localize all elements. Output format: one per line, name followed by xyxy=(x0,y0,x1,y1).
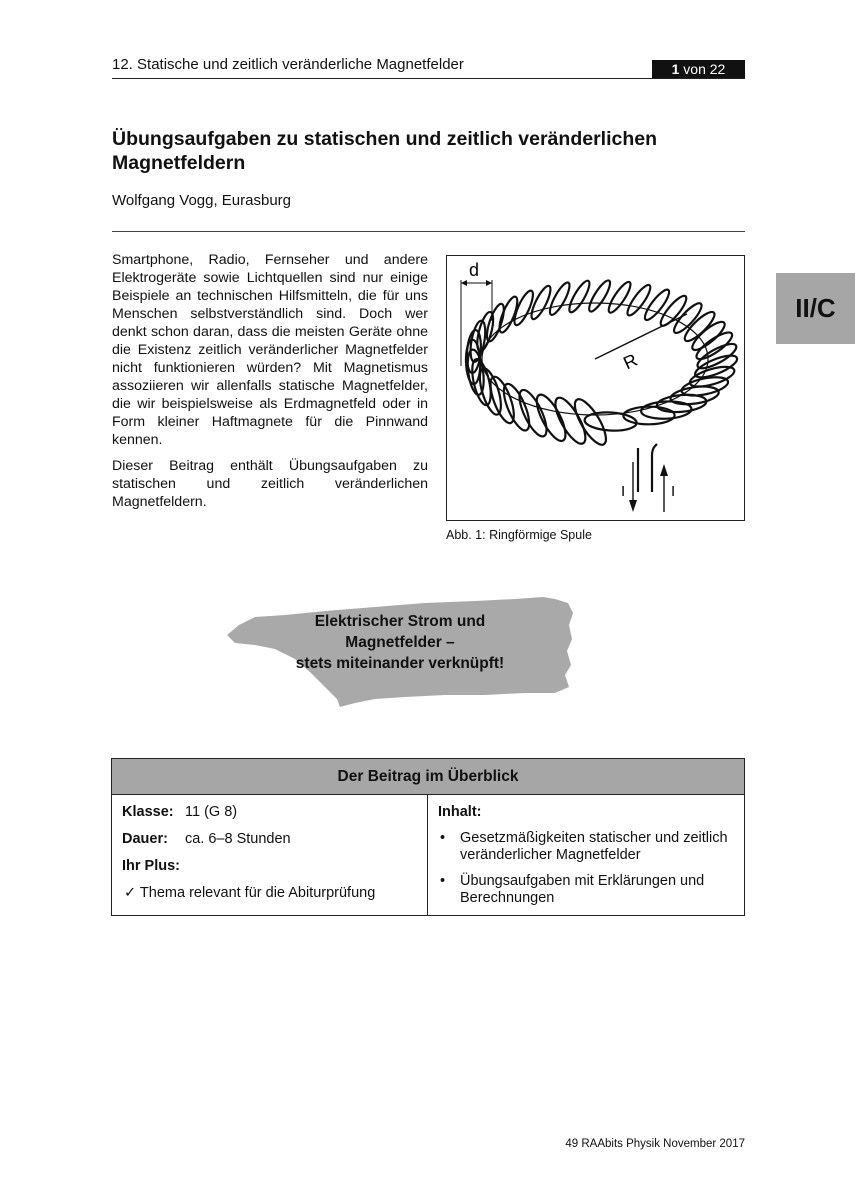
dauer-label: Dauer: xyxy=(122,831,168,847)
inhalt-item-2: • Übungsaufgaben mit Erklärungen und Berechnungen xyxy=(438,873,734,907)
toroid-coil-illustration xyxy=(447,256,744,520)
overview-right-column xyxy=(428,795,744,915)
arrowhead-d-right xyxy=(486,280,492,286)
coil-winding xyxy=(624,282,654,318)
plus-row xyxy=(122,857,417,875)
header-rule xyxy=(112,78,745,79)
coil-winding xyxy=(499,381,534,434)
plus-label: Ihr Plus: xyxy=(122,858,181,874)
page-total: von 22 xyxy=(679,61,726,77)
klasse-value: 11 (G 8) xyxy=(185,804,238,820)
arrowhead-d-left xyxy=(461,280,467,286)
dauer-row xyxy=(122,830,417,848)
coil-winding xyxy=(623,406,674,424)
klasse-row xyxy=(122,803,417,821)
author-line: Wolfgang Vogg, Eurasburg xyxy=(112,192,292,209)
section-tab: II/C xyxy=(776,273,855,344)
inhalt-label: Inhalt: xyxy=(438,804,482,820)
coil-winding xyxy=(641,400,692,419)
intro-paragraph-1: Smartphone, Radio, Fernseher und andere Elektrogeräte sowie Lichtquellen sind nur einige Beispiele an technischen Hilfsmitteln, die für uns Menschen selbstverständlich sind. Doch wer denkt schon daran, dass die meisten Geräte ohne die Existenz zeitlich veränderlicher Magnetfelder nicht funktionieren würden? Mit Magnetismus assoziieren wir allenfalls statische Magnetfelder, die wir beispielsweise als Erdmagnetfeld oder in Form kleiner Haftmagnete für die Pinnwand kennen. xyxy=(112,252,428,448)
overview-heading: Der Beitrag im Überblick xyxy=(112,759,744,795)
label-i-down: I xyxy=(621,483,626,500)
intro-paragraph-2: Dieser Beitrag enthält Übungsaufgaben zu statischen und zeitlich veränderlichen Magnetfeldern. xyxy=(112,458,428,510)
arrowhead-up xyxy=(660,464,668,476)
dauer-value: ca. 6–8 Stunden xyxy=(185,831,291,847)
coil-winding xyxy=(657,293,690,329)
banner-line-3: stets miteinander verknüpft! xyxy=(295,655,505,672)
plus-item: ✓ Thema relevant für die Abiturprüfung xyxy=(124,885,376,901)
inhalt-item-1: • Gesetzmäßigkeiten statischer und zeitlich veränderlicher Magnetfelder xyxy=(438,830,734,864)
overview-left-column xyxy=(112,795,428,915)
arrowhead-down xyxy=(629,500,637,512)
coil-winding xyxy=(641,287,672,323)
toroid-coil-figure xyxy=(446,255,745,521)
coil-winding xyxy=(484,302,508,343)
page-indicator xyxy=(652,60,745,79)
title-rule xyxy=(112,231,745,232)
inhalt-row xyxy=(438,803,734,821)
banner-line-2: Magnetfelder – xyxy=(345,634,455,651)
running-header-title: 12. Statische und zeitlich veränderliche Magnetfelder xyxy=(112,56,464,73)
footer-publication: 49 RAAbits Physik November 2017 xyxy=(565,1138,745,1150)
page-current: 1 xyxy=(671,61,680,77)
klasse-label: Klasse: xyxy=(122,804,174,820)
figure-caption: Abb. 1: Ringförmige Spule xyxy=(446,528,592,542)
intro-text xyxy=(112,251,428,519)
label-i-up: I xyxy=(671,483,676,500)
radius-line xyxy=(595,314,687,359)
document-title: Übungsaufgaben zu statischen und zeitlich veränderlichen Magnetfeldern xyxy=(112,128,658,174)
overview-box xyxy=(111,758,745,916)
banner-line-1: Elektrischer Strom und xyxy=(314,613,486,630)
lead-wire-right xyxy=(652,444,657,492)
label-r: R xyxy=(620,349,641,374)
banner-text xyxy=(280,611,520,674)
label-d: d xyxy=(469,260,480,280)
